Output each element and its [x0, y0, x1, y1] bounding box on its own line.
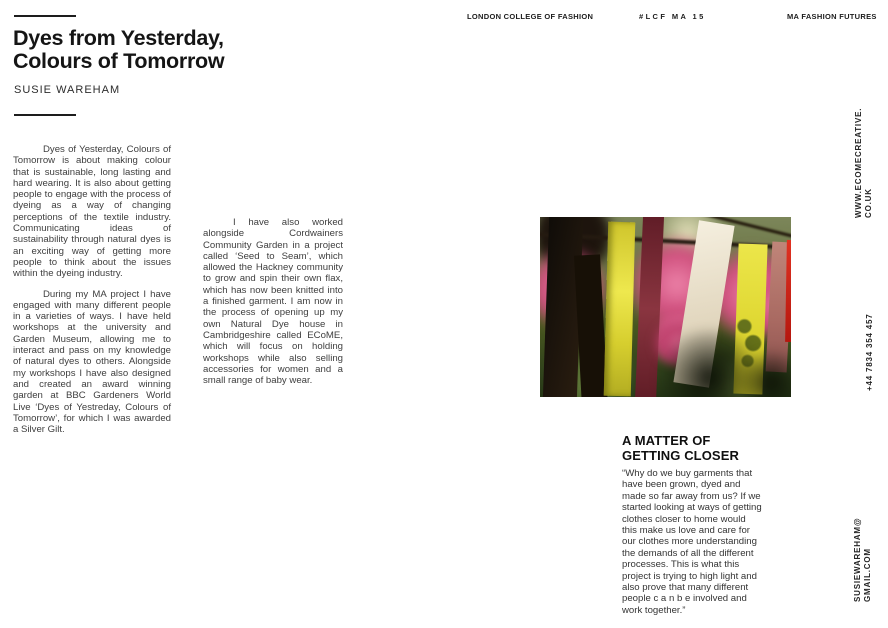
author-rule — [14, 114, 76, 116]
phone-vertical-text: +44 7834 354 457 — [865, 313, 874, 391]
feature-section — [622, 433, 762, 616]
left-column — [13, 144, 171, 444]
garden-photo — [540, 217, 791, 397]
header-college: LONDON COLLEGE OF FASHION — [467, 12, 594, 21]
feature-heading-line1: A MATTER OF — [622, 433, 711, 448]
photo-yellow-fabric-strip — [604, 222, 636, 397]
left-column-paragraph-2: During my MA project I have engaged with many different people in a varieties of ways. I have held workshops at the university and Garden Museum, allowing me to interact and pass on my knowledge of natural dyes to others. Alongside my workshops I have also designed and created an award winning garden at BBC Gardeners World Live ‘Dyes of Yestreday, Colours of Tomorrow’, for which I was awarded a Silver Gilt. — [13, 288, 171, 436]
middle-column-paragraph-1: I have also worked alongside Cordwainers Community Garden in a project called ‘Seed to Seam’, which allowed the Hackney community to grow and spin their own flax, which has now been knitted into a finished garment. I am now in the process of opening up my own Natural Dye house in Cambridgeshire called ECoME, which will focus on holding workshops while also selling accessories for women and a small range of baby wear. — [203, 217, 343, 387]
website-line2: CO.UK — [864, 188, 873, 218]
feature-quote: “Why do we buy garments that have been grown, dyed and made so far away from us? If we started looking at ways of getting clothes closer to home would this make us love and care for our clothes more understanding the demands of all the different processes. This is what this project is trying to high light and also prove that many different people c a n b e involved and work together.” — [622, 468, 762, 616]
header-program: MA FASHION FUTURES — [787, 12, 877, 21]
page-title — [13, 27, 224, 73]
feature-heading-line2: GETTING CLOSER — [622, 448, 739, 463]
email-line2: GMAIL.COM — [863, 548, 872, 602]
feature-heading — [622, 433, 762, 463]
left-column-paragraph-1: Dyes of Yesterday, Colours of Tomorrow is about making colour that is sustainable, long lasting and hard wearing. It is also about getting people to engage with the process of dyeing as a way of changing perceptions of the textile industry. Communicating ideas of sustainability through natural dyes is an exciting way of getting more people to think about the issues within the dyeing industry. — [13, 144, 171, 280]
email-line1: SUSIEWAREHAM@ — [853, 517, 862, 602]
photo-red-fabric-strip — [785, 240, 791, 342]
page-title-line2: Colours of Tomorrow — [13, 49, 225, 73]
middle-column — [203, 217, 343, 395]
header-issue-hashtag: #LCF MA 15 — [639, 12, 706, 21]
top-rule — [14, 15, 76, 17]
website-line1: WWW.ECOMECREATIVE. — [854, 107, 863, 218]
author-name: SUSIE WAREHAM — [14, 84, 121, 96]
website-vertical-text — [854, 98, 874, 218]
email-vertical-text — [853, 510, 873, 602]
page-title-line1: Dyes from Yesterday, — [13, 26, 224, 50]
